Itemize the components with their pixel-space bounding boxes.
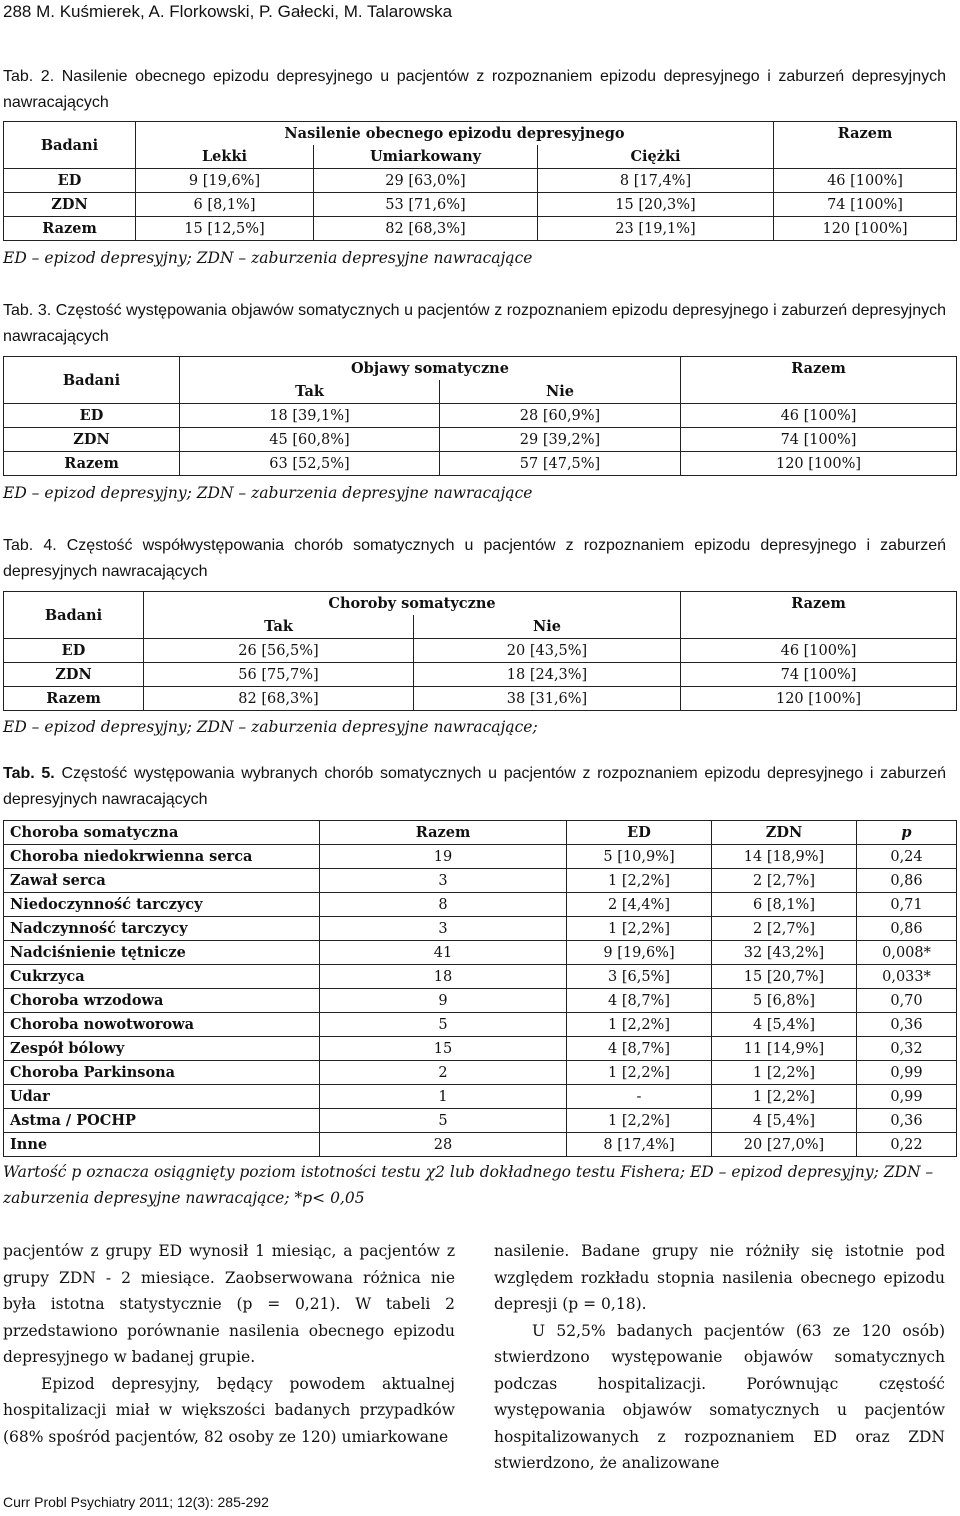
- row-label: Razem: [4, 217, 136, 241]
- cell: 41: [320, 941, 567, 965]
- header-group: Nasilenie obecnego epizodu depresyjnego: [136, 122, 774, 146]
- cell: 1 [2,2%]: [567, 1013, 712, 1037]
- subheader: Tak: [180, 380, 440, 404]
- table-title: Częstość występowania objawów somatycznych u pacjentów z rozpoznaniem epizodu depresyjnego i zaburzeń depresyjnych nawracających: [3, 302, 946, 345]
- cell: 0,32: [857, 1037, 957, 1061]
- header-p: p: [857, 821, 957, 845]
- cell: 74 [100%]: [681, 663, 957, 687]
- subheader: Nie: [440, 380, 681, 404]
- cell: 0,70: [857, 989, 957, 1013]
- cell: 1 [2,2%]: [712, 1085, 857, 1109]
- cell: 28: [320, 1133, 567, 1157]
- cell: 2 [4,4%]: [567, 893, 712, 917]
- table-row: [4, 917, 957, 941]
- cell: 20 [43,5%]: [414, 639, 681, 663]
- cell: 0,36: [857, 1109, 957, 1133]
- table-title: Nasilenie obecnego epizodu depresyjnego u pacjentów z rozpoznaniem epizodu depresyjnego i zaburzeń depresyjnych nawracających: [3, 68, 946, 111]
- row-label: Razem: [4, 452, 180, 476]
- cell: 32 [43,2%]: [712, 941, 857, 965]
- table-row: [4, 193, 957, 217]
- cell: 2 [2,7%]: [712, 869, 857, 893]
- cell: 2 [2,7%]: [712, 917, 857, 941]
- table-row: [4, 1061, 957, 1085]
- cell: 120 [100%]: [774, 217, 957, 241]
- row-label: ED: [4, 404, 180, 428]
- cell: 82 [68,3%]: [144, 687, 414, 711]
- cell: 46 [100%]: [774, 169, 957, 193]
- body-column-right: [494, 1238, 945, 1477]
- row-label: Razem: [4, 687, 144, 711]
- table-row: [4, 893, 957, 917]
- header-badani: Badani: [4, 357, 180, 404]
- cell: 15 [20,7%]: [712, 965, 857, 989]
- disease-name: Astma / POCHP: [4, 1109, 320, 1133]
- cell: 4 [5,4%]: [712, 1013, 857, 1037]
- cell: 28 [60,9%]: [440, 404, 681, 428]
- row-label: ED: [4, 639, 144, 663]
- table-row: [4, 404, 957, 428]
- cell: 57 [47,5%]: [440, 452, 681, 476]
- row-label: ED: [4, 169, 136, 193]
- cell: 0,033*: [857, 965, 957, 989]
- table-2-note: ED – epizod depresyjny; ZDN – zaburzenia depresyjne nawracające: [3, 249, 533, 267]
- cell: 3: [320, 917, 567, 941]
- subheader: Tak: [144, 615, 414, 639]
- table-row: [4, 941, 957, 965]
- table-row: [4, 169, 957, 193]
- table-number: Tab. 3.: [3, 302, 52, 319]
- cell: 18 [24,3%]: [414, 663, 681, 687]
- cell: 2: [320, 1061, 567, 1085]
- cell: 1 [2,2%]: [567, 1109, 712, 1133]
- cell: 8 [17,4%]: [567, 1133, 712, 1157]
- cell: 8: [320, 893, 567, 917]
- disease-name: Niedoczynność tarczycy: [4, 893, 320, 917]
- table-row: [4, 428, 957, 452]
- cell: 1 [2,2%]: [567, 917, 712, 941]
- table-row: [4, 639, 957, 663]
- paragraph: nasilenie. Badane grupy nie różniły się istotnie pod względem rozkładu stopnia nasilenia obecnego epizodu depresji (p = 0,18).: [494, 1242, 945, 1313]
- cell: 46 [100%]: [681, 639, 957, 663]
- header-zdn: ZDN: [712, 821, 857, 845]
- disease-name: Choroba Parkinsona: [4, 1061, 320, 1085]
- cell: 3 [6,5%]: [567, 965, 712, 989]
- subheader: Lekki: [136, 145, 314, 169]
- cell: 29 [39,2%]: [440, 428, 681, 452]
- body-column-left: [3, 1238, 455, 1450]
- header-ed: ED: [567, 821, 712, 845]
- row-label: ZDN: [4, 193, 136, 217]
- cell: 15 [12,5%]: [136, 217, 314, 241]
- cell: 74 [100%]: [681, 428, 957, 452]
- cell: 82 [68,3%]: [314, 217, 538, 241]
- table-number: Tab. 4.: [3, 537, 57, 554]
- cell: 4 [5,4%]: [712, 1109, 857, 1133]
- table-row: [4, 1013, 957, 1037]
- table-5: [3, 820, 957, 1157]
- header-razem: Razem: [681, 592, 957, 616]
- cell: 0,36: [857, 1013, 957, 1037]
- cell: 74 [100%]: [774, 193, 957, 217]
- cell: 15 [20,3%]: [538, 193, 774, 217]
- table-3-note: ED – epizod depresyjny; ZDN – zaburzenia depresyjne nawracające: [3, 484, 533, 502]
- header-disease: Choroba somatyczna: [4, 821, 320, 845]
- cell: 4 [8,7%]: [567, 1037, 712, 1061]
- table-3: [3, 356, 957, 476]
- table-row: [4, 1133, 957, 1157]
- table-row: [4, 452, 957, 476]
- cell: 9 [19,6%]: [567, 941, 712, 965]
- cell: -: [567, 1085, 712, 1109]
- table-4: [3, 591, 957, 711]
- header-group: Objawy somatyczne: [180, 357, 681, 381]
- table-5-note: Wartość p oznacza osiągnięty poziom istotności testu χ2 lub dokładnego testu Fishera; ED – epizod depresyjny; ZDN – zaburzenia depresyjne nawracające; *p< 0,05: [3, 1163, 934, 1207]
- disease-name: Nadczynność tarczycy: [4, 917, 320, 941]
- journal-footer: Curr Probl Psychiatry 2011; 12(3): 285-292: [3, 1494, 269, 1510]
- subheader-empty: [681, 615, 957, 639]
- cell: 0,008*: [857, 941, 957, 965]
- table-row: [4, 1037, 957, 1061]
- cell: 120 [100%]: [681, 687, 957, 711]
- cell: 9 [19,6%]: [136, 169, 314, 193]
- cell: 53 [71,6%]: [314, 193, 538, 217]
- table-row: [4, 869, 957, 893]
- cell: 3: [320, 869, 567, 893]
- running-head: 288 M. Kuśmierek, A. Florkowski, P. Gałecki, M. Talarowska: [3, 2, 453, 21]
- cell: 56 [75,7%]: [144, 663, 414, 687]
- table-2-caption: [3, 64, 946, 116]
- cell: 5: [320, 1013, 567, 1037]
- cell: 1 [2,2%]: [567, 1061, 712, 1085]
- table-row: [4, 687, 957, 711]
- paragraph: U 52,5% badanych pacjentów (63 ze 120 osób) stwierdzono występowanie objawów somatycznych podczas hospitalizacji. Porównując częstość występowania objawów somatycznych u pacjentów hospitalizowanych z rozpoznaniem ED oraz ZDN stwierdzono, że analizowane: [494, 1321, 945, 1472]
- paragraph: Epizod depresyjny, będący powodem aktualnej hospitalizacji miał w większości badanych przypadków (68% spośród pacjentów, 82 osoby ze 120) umiarkowane: [3, 1374, 455, 1446]
- cell: 0,86: [857, 869, 957, 893]
- cell: 5 [6,8%]: [712, 989, 857, 1013]
- row-label: ZDN: [4, 663, 144, 687]
- cell: 5 [10,9%]: [567, 845, 712, 869]
- cell: 0,99: [857, 1061, 957, 1085]
- cell: 23 [19,1%]: [538, 217, 774, 241]
- cell: 19: [320, 845, 567, 869]
- table-row: [4, 965, 957, 989]
- disease-name: Nadciśnienie tętnicze: [4, 941, 320, 965]
- header-group: Choroby somatyczne: [144, 592, 681, 616]
- table-row: [4, 217, 957, 241]
- table-title: Częstość występowania wybranych chorób somatycznych u pacjentów z rozpoznaniem epizodu depresyjnego i zaburzeń depresyjnych nawracających: [3, 765, 947, 808]
- table-3-caption: [3, 298, 946, 350]
- cell: 14 [18,9%]: [712, 845, 857, 869]
- table-4-caption: [3, 533, 946, 585]
- cell: 1 [2,2%]: [712, 1061, 857, 1085]
- cell: 0,24: [857, 845, 957, 869]
- cell: 18 [39,1%]: [180, 404, 440, 428]
- table-5-caption: [3, 761, 946, 813]
- header-badani: Badani: [4, 122, 136, 169]
- cell: 38 [31,6%]: [414, 687, 681, 711]
- disease-name: Udar: [4, 1085, 320, 1109]
- table-2: [3, 121, 957, 241]
- cell: 45 [60,8%]: [180, 428, 440, 452]
- cell: 15: [320, 1037, 567, 1061]
- subheader: Nie: [414, 615, 681, 639]
- cell: 9: [320, 989, 567, 1013]
- disease-name: Choroba nowotworowa: [4, 1013, 320, 1037]
- header-badani: Badani: [4, 592, 144, 639]
- cell: 1: [320, 1085, 567, 1109]
- cell: 8 [17,4%]: [538, 169, 774, 193]
- paragraph: pacjentów z grupy ED wynosił 1 miesiąc, a pacjentów z grupy ZDN - 2 miesiące. Zaobserwowana różnica nie była istotna statystycznie (p = 0,21). W tabeli 2 przedstawiono porównanie nasilenia obecnego epizodu depresyjnego w badanej grupie.: [3, 1242, 455, 1366]
- cell: 11 [14,9%]: [712, 1037, 857, 1061]
- cell: 0,22: [857, 1133, 957, 1157]
- table-row: [4, 845, 957, 869]
- table-row: [4, 1109, 957, 1133]
- cell: 18: [320, 965, 567, 989]
- disease-name: Zespół bólowy: [4, 1037, 320, 1061]
- subheader: Umiarkowany: [314, 145, 538, 169]
- disease-name: Choroba niedokrwienna serca: [4, 845, 320, 869]
- cell: 6 [8,1%]: [136, 193, 314, 217]
- table-row: [4, 663, 957, 687]
- disease-name: Choroba wrzodowa: [4, 989, 320, 1013]
- disease-name: Inne: [4, 1133, 320, 1157]
- table-title: Częstość współwystępowania chorób somatycznych u pacjentów z rozpoznaniem epizodu depresyjnego i zaburzeń depresyjnych nawracających: [3, 537, 947, 580]
- cell: 63 [52,5%]: [180, 452, 440, 476]
- header-razem: Razem: [320, 821, 567, 845]
- cell: 6 [8,1%]: [712, 893, 857, 917]
- cell: 0,86: [857, 917, 957, 941]
- cell: 5: [320, 1109, 567, 1133]
- table-number: Tab. 2.: [3, 68, 55, 85]
- subheader-empty: [681, 380, 957, 404]
- cell: 120 [100%]: [681, 452, 957, 476]
- header-razem: Razem: [681, 357, 957, 381]
- cell: 20 [27,0%]: [712, 1133, 857, 1157]
- cell: 46 [100%]: [681, 404, 957, 428]
- disease-name: Cukrzyca: [4, 965, 320, 989]
- subheader-empty: [774, 145, 957, 169]
- subheader: Ciężki: [538, 145, 774, 169]
- table-row: [4, 1085, 957, 1109]
- cell: 29 [63,0%]: [314, 169, 538, 193]
- cell: 26 [56,5%]: [144, 639, 414, 663]
- table-number: Tab. 5.: [3, 765, 55, 782]
- cell: 0,99: [857, 1085, 957, 1109]
- disease-name: Zawał serca: [4, 869, 320, 893]
- cell: 0,71: [857, 893, 957, 917]
- table-row: [4, 989, 957, 1013]
- cell: 4 [8,7%]: [567, 989, 712, 1013]
- header-razem: Razem: [774, 122, 957, 146]
- cell: 1 [2,2%]: [567, 869, 712, 893]
- row-label: ZDN: [4, 428, 180, 452]
- table-4-note: ED – epizod depresyjny; ZDN – zaburzenia depresyjne nawracające;: [3, 718, 538, 736]
